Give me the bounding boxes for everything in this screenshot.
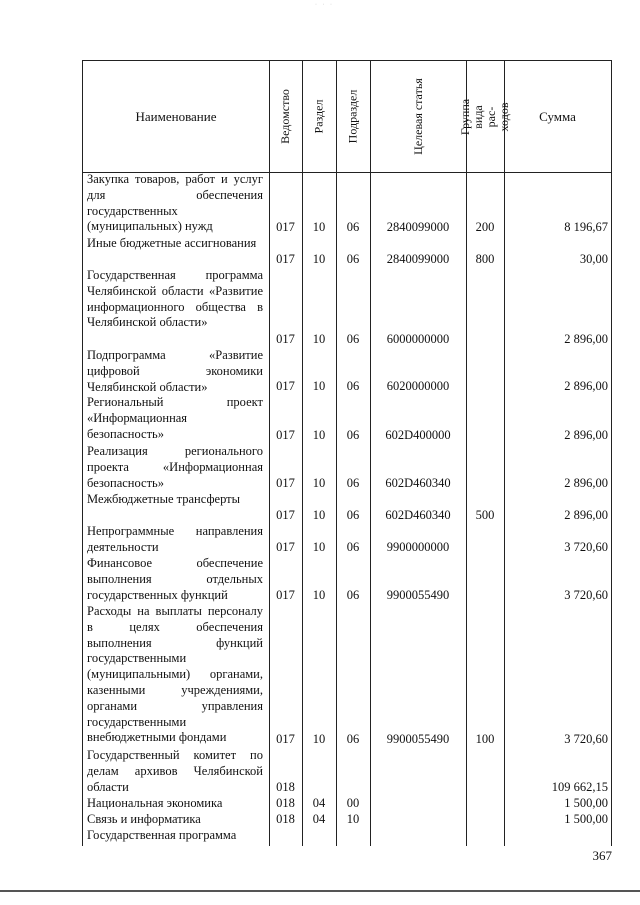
- row-podrazdel: 06: [346, 332, 360, 347]
- row-summa: 2 896,00: [564, 332, 608, 347]
- row-vedomstvo: 017: [276, 252, 295, 267]
- row-podrazdel: 06: [346, 508, 360, 523]
- row-podrazdel: 06: [346, 252, 360, 267]
- row-vedomstvo: 018: [276, 812, 295, 827]
- header-gruppa: [458, 61, 511, 172]
- header-vedomstvo: [269, 61, 302, 172]
- row-vedomstvo: 017: [276, 379, 295, 394]
- row-podrazdel: 06: [346, 379, 360, 394]
- row-podrazdel: 06: [346, 540, 360, 555]
- row-summa: 3 720,60: [564, 732, 608, 747]
- row-vedomstvo: 017: [276, 588, 295, 603]
- row-celevaya: 602D460340: [385, 508, 451, 523]
- header-celevaya: [370, 61, 466, 172]
- row-razdel: 10: [312, 379, 326, 394]
- table-row: [83, 236, 611, 268]
- row-razdel: 10: [312, 476, 326, 491]
- row-celevaya: 9900055490: [386, 588, 450, 603]
- row-name: Реализация регионального проекта «Информационная безопасность»: [87, 444, 263, 490]
- table-row: [83, 492, 611, 524]
- row-summa: 1 500,00: [564, 796, 608, 811]
- header-podrazdel-label: Подраздел: [345, 89, 360, 144]
- table-row: [83, 812, 611, 828]
- row-razdel: 10: [312, 588, 326, 603]
- row-name: Региональный проект «Информационная безопасность»: [87, 395, 263, 441]
- row-celevaya: 9900055490: [386, 732, 450, 747]
- header-podrazdel: [336, 61, 370, 172]
- row-summa: 1 500,00: [564, 812, 608, 827]
- header-razdel-label: Раздел: [311, 99, 326, 134]
- row-podrazdel: 10: [346, 812, 360, 827]
- row-podrazdel: 06: [346, 588, 360, 603]
- row-summa: 3 720,60: [564, 540, 608, 555]
- header-name-label: Наименование: [135, 108, 217, 124]
- row-gruppa: 500: [475, 508, 495, 523]
- row-gruppa: 100: [475, 732, 495, 747]
- header-vedomstvo-label: Ведомство: [278, 89, 293, 144]
- row-razdel: 10: [312, 220, 326, 235]
- row-celevaya: 602D400000: [385, 428, 451, 443]
- row-vedomstvo: 017: [276, 476, 295, 491]
- row-celevaya: 602D460340: [385, 476, 451, 491]
- scan-artifact: · · ·: [315, 2, 334, 8]
- row-podrazdel: 06: [346, 428, 360, 443]
- header-summa-label: Сумма: [539, 108, 576, 124]
- row-razdel: 10: [312, 540, 326, 555]
- row-vedomstvo: 018: [276, 796, 295, 811]
- header-summa: [504, 61, 611, 172]
- row-podrazdel: 06: [346, 476, 360, 491]
- row-vedomstvo: 017: [276, 332, 295, 347]
- row-name: Государственная программа: [87, 828, 237, 842]
- row-celevaya: 6000000000: [386, 332, 450, 347]
- row-summa: 2 896,00: [564, 379, 608, 394]
- row-razdel: 10: [312, 252, 326, 267]
- row-summa: 2 896,00: [564, 508, 608, 523]
- row-summa: 3 720,60: [564, 588, 608, 603]
- row-name: Государственный комитет по делам архивов Челябинской области: [87, 748, 263, 794]
- table-row: [83, 604, 611, 748]
- row-celevaya: 9900000000: [386, 540, 450, 555]
- row-vedomstvo: 017: [276, 428, 295, 443]
- row-name: Межбюджетные трансферты: [87, 492, 241, 506]
- table-row: [83, 395, 611, 444]
- row-vedomstvo: 018: [276, 780, 295, 795]
- table-row: [83, 828, 611, 844]
- row-razdel: 10: [312, 732, 326, 747]
- table-row: [83, 524, 611, 556]
- row-podrazdel: 06: [346, 220, 360, 235]
- table-row: [83, 796, 611, 812]
- header-gruppa-label: Группа вида рас-ходов: [458, 98, 511, 135]
- row-razdel: 04: [312, 812, 326, 827]
- table-row: [83, 556, 611, 604]
- footer-rule: [0, 890, 640, 892]
- page-number: 367: [592, 848, 612, 863]
- row-name: Непрограммные направления деятельности: [87, 524, 263, 554]
- row-celevaya: 6020000000: [386, 379, 450, 394]
- row-name: Финансовое обеспечение выполнения отдельных государственных функций: [87, 556, 263, 602]
- row-razdel: 10: [312, 332, 326, 347]
- row-summa: 109 662,15: [551, 780, 608, 795]
- header-celevaya-label: Целевая статья: [410, 78, 425, 155]
- row-name: Закупка товаров, работ и услуг для обеспечения государственных (муниципальных) нужд: [87, 172, 263, 234]
- row-name: Национальная экономика: [87, 796, 223, 810]
- row-summa: 30,00: [579, 252, 608, 267]
- row-vedomstvo: 017: [276, 508, 295, 523]
- row-summa: 8 196,67: [564, 220, 608, 235]
- header-razdel: [302, 61, 336, 172]
- row-podrazdel: 06: [346, 732, 360, 747]
- header-name: [83, 61, 269, 172]
- row-razdel: 04: [312, 796, 326, 811]
- row-celevaya: 2840099000: [386, 252, 450, 267]
- row-name: Расходы на выплаты персоналу в целях обеспечения выполнения функций государственными (муниципальными) органами, казенными учреждениями, органами управления государственными внебюджетными фондами: [87, 604, 263, 745]
- row-razdel: 10: [312, 428, 326, 443]
- row-summa: 2 896,00: [564, 476, 608, 491]
- row-celevaya: 2840099000: [386, 220, 450, 235]
- table-row: [83, 444, 611, 492]
- row-gruppa: 800: [475, 252, 495, 267]
- budget-table: [82, 60, 612, 846]
- row-vedomstvo: 017: [276, 732, 295, 747]
- row-razdel: 10: [312, 508, 326, 523]
- table-row: [83, 172, 611, 236]
- row-name: Связь и информатика: [87, 812, 201, 826]
- row-vedomstvo: 017: [276, 220, 295, 235]
- row-name: Иные бюджетные ассигнования: [87, 236, 257, 250]
- table-row: [83, 268, 611, 348]
- table-row: [83, 348, 611, 395]
- row-vedomstvo: 017: [276, 540, 295, 555]
- row-gruppa: 200: [475, 220, 495, 235]
- row-name: Подпрограмма «Развитие цифровой экономики Челябинской области»: [87, 348, 263, 394]
- row-summa: 2 896,00: [564, 428, 608, 443]
- row-name: Государственная программа Челябинской области «Развитие информационного общества в Челябинской области»: [87, 268, 263, 330]
- table-row: [83, 748, 611, 796]
- row-podrazdel: 00: [346, 796, 360, 811]
